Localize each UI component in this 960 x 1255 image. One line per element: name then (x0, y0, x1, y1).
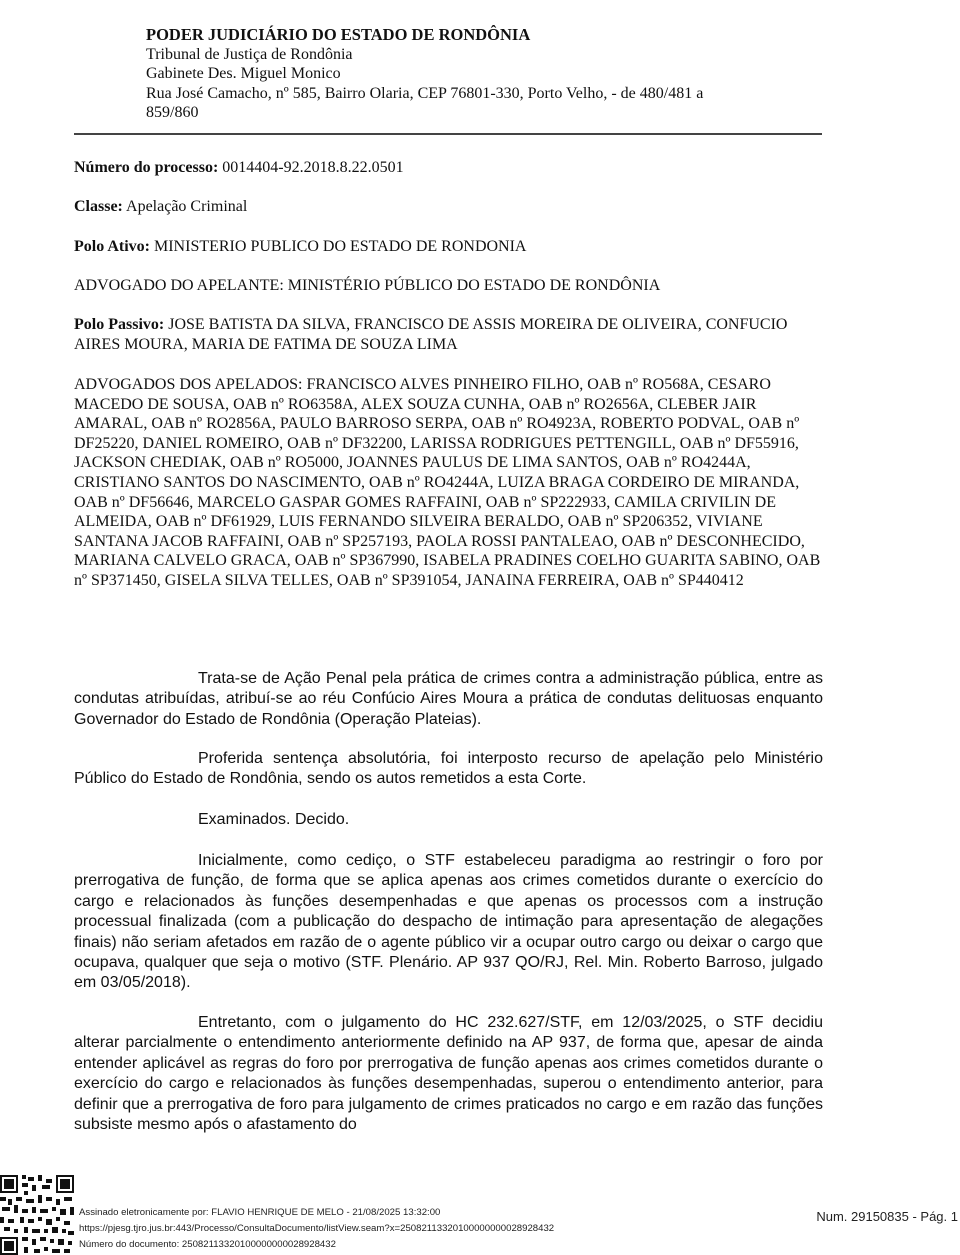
passive-party-value: JOSE BATISTA DA SILVA, FRANCISCO DE ASSIS MOREIRA DE OLIVEIRA, CONFUCIO AIRES MOURA, MARIA DE FATIMA DE SOUZA LIMA (74, 316, 788, 353)
header-address-line2: 859/860 (146, 104, 199, 122)
case-class-value: Apelação Criminal (126, 198, 248, 215)
active-party-label: Polo Ativo: (74, 238, 150, 255)
process-number (74, 158, 824, 178)
qr-code-icon (0, 1175, 74, 1255)
signature-line: Assinado eletronicamente por: FLAVIO HENRIQUE DE MELO - 21/08/2025 13:32:00 (79, 1207, 441, 1218)
case-class-label: Classe: (74, 198, 123, 215)
header-court: Tribunal de Justiça de Rondônia (146, 45, 353, 63)
paragraph-2-text: Proferida sentença absolutória, foi interposto recurso de apelação pelo Ministério Público do Estado de Rondônia, sendo os autos remetidos a esta Corte. (74, 750, 823, 788)
appellee-lawyers: ADVOGADOS DOS APELADOS: FRANCISCO ALVES PINHEIRO FILHO, OAB nº RO568A, CESARO MACEDO DE SOUSA, OAB nº RO6358A, ALEX SOUZA CUNHA, OAB nº RO2656A, CLEBER JAIR AMARAL, OAB nº RO2856A, PAULO BARROSO SERPA, OAB nº RO4923A, ROBERTO PODVAL, OAB nº DF25220, DANIEL ROMEIRO, OAB nº DF32200, LARISSA RODRIGUES PETTENGILL, OAB nº DF55916, JACKSON CHEDIAK, OAB nº RO5000, JOANNES PAULUS DE LIMA SANTOS, OAB nº RO4244A, CRISTIANO SANTOS DO NASCIMENTO, OAB nº RO4244A, LUIZA BRAGA CORDEIRO DE MIRANDA, OAB nº DF56646, MARCELO GASPAR GOMES RAFFAINI, OAB nº SP222933, CAMILA CRIVILIN DE ALMEIDA, OAB nº DF61929, LUIS FERNANDO SILVEIRA BERALDO, OAB nº SP206352, VIVIANE SANTANA JACOB RAFFAINI, OAB nº SP257193, PAOLA ROSSI PANTALEAO, OAB nº DESCONHECIDO, MARIANA CALVELO GRACA, OAB nº SP367990, ISABELA PRADINES COELHO GUARITA SABINO, OAB nº SP371450, GISELA SILVA TELLES, OAB nº SP391054, JANAINA FERREIRA, OAB nº SP440412 (74, 376, 821, 589)
process-number-value: 0014404-92.2018.8.22.0501 (222, 159, 404, 176)
paragraph-1 (74, 669, 823, 730)
active-party (74, 237, 824, 257)
paragraph-4-text: Inicialmente, como cediço, o STF estabeleceu paradigma ao restringir o foro por prerrogativa de função, de forma que se aplica apenas aos crimes cometidos durante o exercício do cargo e relacionados às funções desempenhadas e que apenas os processos com a instrução processual finalizada (com a publicação do despacho de intimação para apresentação de alegações finais) não seriam afetados em razão de o agente público vir a ocupar outro cargo ou deixar o cargo que ocupava, qualquer que seja o motivo (STF. Plenário. AP 937 QO/RJ, Rel. Min. Roberto Barroso, julgado em 03/05/2018). (74, 852, 823, 992)
signature-footer (79, 1205, 554, 1253)
appellant-lawyer: ADVOGADO DO APELANTE: MINISTÉRIO PÚBLICO DO ESTADO DE RONDÔNIA (74, 277, 661, 294)
paragraph-4 (74, 851, 823, 994)
paragraph-5-text: Entretanto, com o julgamento do HC 232.627/STF, em 12/03/2025, o STF decidiu alterar parcialmente o entendimento anteriormente definido na AP 937, de forma que, apesar de ainda entender aplicável as regras do foro por prerrogativa de função apenas aos crimes cometidos durante o exercício do cargo e relacionados às funções desempenhadas, superou o entendimento anterior, para definir que a prerrogativa de foro para julgamento de crimes praticados no cargo e em razão das funções subsiste mesmo após o afastamento do (74, 1014, 823, 1134)
case-class (74, 197, 824, 217)
header-org: PODER JUDICIÁRIO DO ESTADO DE RONDÔNIA (146, 25, 531, 44)
header-office: Gabinete Des. Miguel Monico (146, 65, 341, 83)
active-party-value: MINISTERIO PUBLICO DO ESTADO DE RONDONIA (154, 238, 527, 255)
header-address-line1: Rua José Camacho, nº 585, Bairro Olaria, CEP 76801-330, Porto Velho, - de 480/481 a (146, 84, 704, 102)
paragraph-1-text: Trata-se de Ação Penal pela prática de crimes contra a administração pública, entre as condutas atribuídas, atribuí-se ao réu Confúcio Aires Moura a prática de condutas delituosas enquanto Governador do Estado de Rondônia (Operação Plateias). (74, 670, 823, 728)
paragraph-3 (74, 810, 823, 830)
document-header (146, 25, 826, 123)
page-number: Num. 29150835 - Pág. 1 (816, 1209, 958, 1224)
paragraph-5 (74, 1013, 823, 1135)
header-divider (74, 133, 822, 135)
paragraph-3-text: Examinados. Decido. (198, 811, 350, 828)
paragraph-2 (74, 749, 823, 790)
document-number: Número do documento: 25082113320100000000028928432 (79, 1239, 336, 1250)
document-url[interactable]: https://pjesg.tjro.jus.br:443/Processo/ConsultaDocumento/listView.seam?x=25082113320100000000028928432 (79, 1223, 555, 1234)
passive-party-label: Polo Passivo: (74, 316, 165, 333)
passive-party (74, 315, 814, 354)
process-number-label: Número do processo: (74, 159, 219, 176)
